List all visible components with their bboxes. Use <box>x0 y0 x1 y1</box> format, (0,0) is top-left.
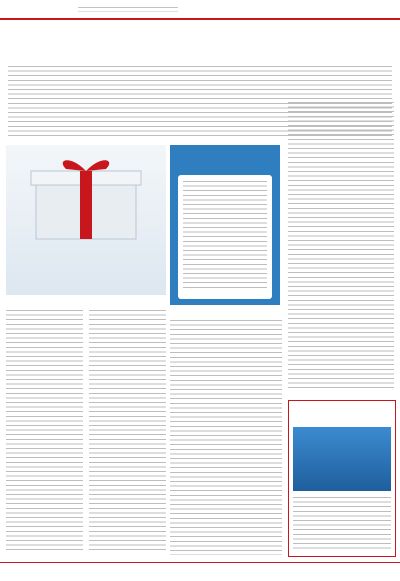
promo-image <box>293 427 391 491</box>
headline-main <box>40 36 360 60</box>
date-line <box>240 7 340 13</box>
promo-box-title <box>297 449 387 461</box>
middle-heading <box>170 310 282 318</box>
paper-name <box>350 3 396 15</box>
left-heading2 <box>89 300 166 308</box>
right-body <box>288 102 394 392</box>
graphic-heading-line2 <box>174 161 276 171</box>
right-kicker <box>288 66 394 74</box>
footer-right <box>250 566 394 572</box>
promo-box <box>288 400 396 557</box>
illustration-caption <box>12 245 82 259</box>
footer-left <box>6 566 206 572</box>
middle-column <box>170 310 282 555</box>
promo-subheading <box>293 417 391 423</box>
left-columns <box>6 300 166 555</box>
slogan-line3 <box>86 271 162 285</box>
right-column <box>288 66 394 396</box>
feature-illustration <box>6 145 166 295</box>
section-tags <box>78 7 178 12</box>
graphic-heading-line1 <box>174 151 276 160</box>
promo-box-text <box>293 497 391 551</box>
left-heading1 <box>6 300 86 308</box>
center-infographic <box>170 145 280 305</box>
page-label <box>4 3 74 15</box>
slogan-line1 <box>86 243 162 251</box>
right-byline <box>288 92 394 98</box>
masthead <box>0 0 400 20</box>
footer-rule <box>0 562 400 563</box>
right-heading <box>288 78 394 90</box>
promo-heading <box>293 405 391 415</box>
headline-kicker <box>120 24 280 32</box>
graphic-panel <box>178 175 272 299</box>
slogan-line2 <box>86 255 162 269</box>
gift-box-illustration <box>16 151 156 243</box>
